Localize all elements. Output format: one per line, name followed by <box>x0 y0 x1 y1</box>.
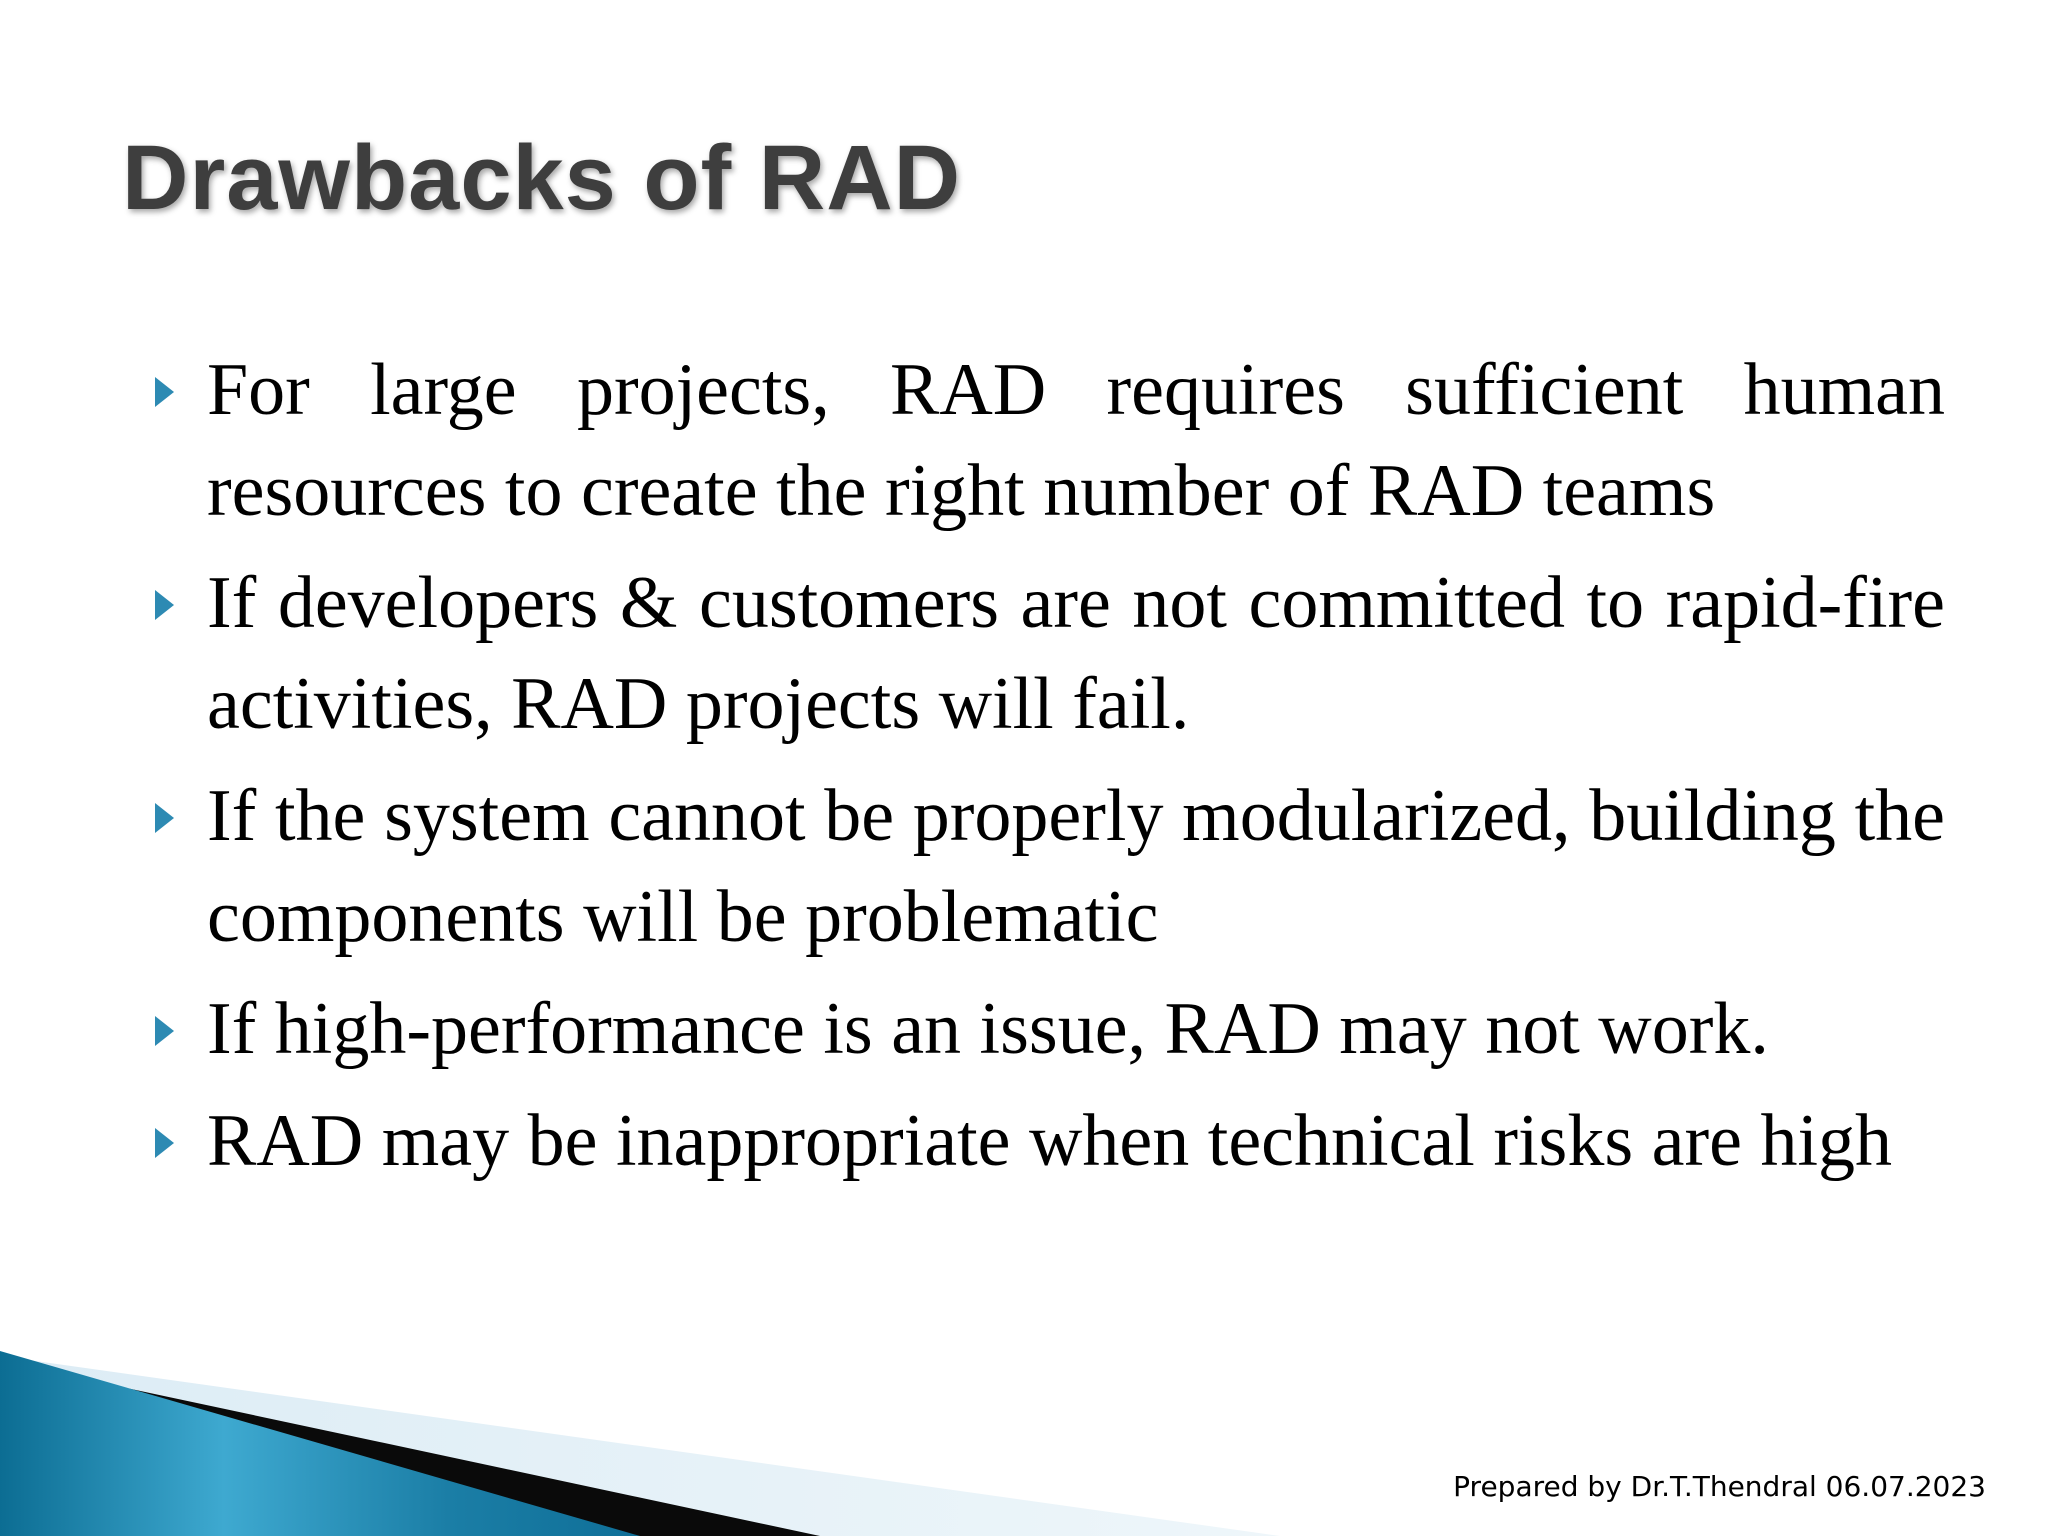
bullet-item <box>145 979 1945 1080</box>
bullet-item <box>145 553 1945 755</box>
bullet-item <box>145 340 1945 542</box>
bullet-text: For large projects, RAD requires sufficient human resources to create the right number of RAD teams <box>207 349 1945 532</box>
slide-title: Drawbacks of RAD <box>122 127 962 229</box>
bullet-text: RAD may be inappropriate when technical risks are high <box>207 1100 1893 1182</box>
bullet-item <box>145 1091 1945 1192</box>
triangle-bullet-icon <box>155 803 174 833</box>
triangle-bullet-icon <box>155 590 174 620</box>
bullet-list <box>145 340 1945 1203</box>
triangle-bullet-icon <box>155 377 174 407</box>
bullet-text: If developers & customers are not committed to rapid-fire activities, RAD projects will fail. <box>207 562 1945 745</box>
footer-credit: Prepared by Dr.T.Thendral 06.07.2023 <box>1453 1470 1986 1503</box>
bullet-text: If high-performance is an issue, RAD may not work. <box>207 988 1769 1070</box>
triangle-bullet-icon <box>155 1128 174 1158</box>
triangle-bullet-icon <box>155 1016 174 1046</box>
bullet-item <box>145 766 1945 968</box>
bullet-text: If the system cannot be properly modularized, building the components will be problematic <box>207 775 1945 958</box>
